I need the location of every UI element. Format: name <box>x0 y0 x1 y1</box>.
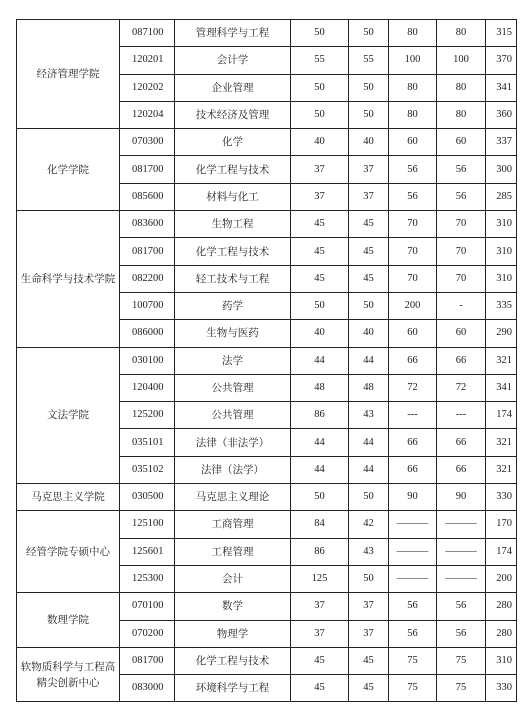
subject-one-score-cell: 66 <box>389 456 437 483</box>
subject-two-score-cell: 70 <box>437 211 486 238</box>
subject-one-score-cell: 60 <box>389 129 437 156</box>
subject-two-score-cell: 75 <box>437 675 486 702</box>
major-name-cell: 生物工程 <box>175 211 291 238</box>
subject-two-score-cell: 66 <box>437 429 486 456</box>
major-code-cell: 085600 <box>120 183 175 210</box>
subject-two-score-cell: 60 <box>437 129 486 156</box>
subject-one-score-cell: 56 <box>389 620 437 647</box>
total-score-cell: 341 <box>486 74 517 101</box>
subject-two-score-cell: 70 <box>437 265 486 292</box>
total-score-cell: 280 <box>486 620 517 647</box>
foreign-language-score-cell: 43 <box>349 402 389 429</box>
subject-two-score-cell: 72 <box>437 374 486 401</box>
politics-score-cell: 86 <box>291 538 349 565</box>
total-score-cell: 310 <box>486 647 517 674</box>
major-code-cell: 035102 <box>120 456 175 483</box>
foreign-language-score-cell: 50 <box>349 74 389 101</box>
total-score-cell: 315 <box>486 20 517 47</box>
foreign-language-score-cell: 40 <box>349 320 389 347</box>
total-score-cell: 321 <box>486 347 517 374</box>
subject-one-score-cell: 200 <box>389 292 437 319</box>
major-code-cell: 120202 <box>120 74 175 101</box>
major-name-cell: 会计 <box>175 565 291 592</box>
politics-score-cell: 44 <box>291 456 349 483</box>
major-code-cell: 081700 <box>120 156 175 183</box>
subject-two-score-cell: - <box>437 292 486 319</box>
politics-score-cell: 45 <box>291 211 349 238</box>
subject-one-score-cell: 56 <box>389 593 437 620</box>
total-score-cell: 310 <box>486 211 517 238</box>
major-code-cell: 087100 <box>120 20 175 47</box>
major-code-cell: 125300 <box>120 565 175 592</box>
major-name-cell: 工商管理 <box>175 511 291 538</box>
foreign-language-score-cell: 37 <box>349 183 389 210</box>
table-row <box>17 347 517 374</box>
major-code-cell: 081700 <box>120 647 175 674</box>
subject-two-score-cell: 70 <box>437 238 486 265</box>
total-score-cell: 335 <box>486 292 517 319</box>
subject-two-score-cell: 66 <box>437 456 486 483</box>
foreign-language-score-cell: 45 <box>349 675 389 702</box>
politics-score-cell: 45 <box>291 647 349 674</box>
politics-score-cell: 50 <box>291 101 349 128</box>
major-code-cell: 070300 <box>120 129 175 156</box>
major-name-cell: 公共管理 <box>175 402 291 429</box>
subject-two-score-cell: ——— <box>437 511 486 538</box>
subject-one-score-cell: 70 <box>389 211 437 238</box>
subject-two-score-cell: 80 <box>437 20 486 47</box>
politics-score-cell: 48 <box>291 374 349 401</box>
subject-one-score-cell: ——— <box>389 538 437 565</box>
school-name-cell: 马克思主义学院 <box>17 484 120 511</box>
major-code-cell: 125200 <box>120 402 175 429</box>
subject-two-score-cell: 56 <box>437 183 486 210</box>
major-code-cell: 120204 <box>120 101 175 128</box>
school-name-cell: 数理学院 <box>17 593 120 648</box>
foreign-language-score-cell: 40 <box>349 129 389 156</box>
subject-one-score-cell: 80 <box>389 20 437 47</box>
subject-one-score-cell: 56 <box>389 183 437 210</box>
subject-one-score-cell: ——— <box>389 565 437 592</box>
total-score-cell: 300 <box>486 156 517 183</box>
major-code-cell: 083600 <box>120 211 175 238</box>
subject-two-score-cell: 80 <box>437 74 486 101</box>
foreign-language-score-cell: 45 <box>349 265 389 292</box>
politics-score-cell: 125 <box>291 565 349 592</box>
subject-two-score-cell: 100 <box>437 47 486 74</box>
major-code-cell: 120400 <box>120 374 175 401</box>
total-score-cell: 200 <box>486 565 517 592</box>
subject-two-score-cell: 90 <box>437 484 486 511</box>
total-score-cell: 330 <box>486 484 517 511</box>
foreign-language-score-cell: 37 <box>349 620 389 647</box>
subject-one-score-cell: 80 <box>389 101 437 128</box>
major-name-cell: 化学工程与技术 <box>175 647 291 674</box>
subject-two-score-cell: ——— <box>437 538 486 565</box>
major-name-cell: 马克思主义理论 <box>175 484 291 511</box>
table-row <box>17 511 517 538</box>
major-name-cell: 技术经济及管理 <box>175 101 291 128</box>
major-name-cell: 化学工程与技术 <box>175 156 291 183</box>
total-score-cell: 330 <box>486 675 517 702</box>
table-row <box>17 484 517 511</box>
major-code-cell: 125100 <box>120 511 175 538</box>
major-code-cell: 070100 <box>120 593 175 620</box>
major-name-cell: 法律（法学） <box>175 456 291 483</box>
subject-one-score-cell: 56 <box>389 156 437 183</box>
total-score-cell: 341 <box>486 374 517 401</box>
politics-score-cell: 44 <box>291 429 349 456</box>
subject-two-score-cell: --- <box>437 402 486 429</box>
total-score-cell: 310 <box>486 238 517 265</box>
school-name-cell: 经管学院专硕中心 <box>17 511 120 593</box>
major-name-cell: 药学 <box>175 292 291 319</box>
major-code-cell: 070200 <box>120 620 175 647</box>
major-name-cell: 数学 <box>175 593 291 620</box>
total-score-cell: 280 <box>486 593 517 620</box>
politics-score-cell: 50 <box>291 20 349 47</box>
major-name-cell: 法学 <box>175 347 291 374</box>
school-name-cell: 文法学院 <box>17 347 120 483</box>
total-score-cell: 310 <box>486 265 517 292</box>
major-name-cell: 公共管理 <box>175 374 291 401</box>
major-name-cell: 物理学 <box>175 620 291 647</box>
foreign-language-score-cell: 44 <box>349 347 389 374</box>
major-name-cell: 材料与化工 <box>175 183 291 210</box>
foreign-language-score-cell: 50 <box>349 484 389 511</box>
table-row <box>17 211 517 238</box>
major-code-cell: 081700 <box>120 238 175 265</box>
total-score-cell: 170 <box>486 511 517 538</box>
politics-score-cell: 40 <box>291 129 349 156</box>
politics-score-cell: 37 <box>291 620 349 647</box>
foreign-language-score-cell: 45 <box>349 211 389 238</box>
total-score-cell: 321 <box>486 456 517 483</box>
subject-two-score-cell: 56 <box>437 593 486 620</box>
politics-score-cell: 50 <box>291 484 349 511</box>
foreign-language-score-cell: 50 <box>349 20 389 47</box>
major-code-cell: 082200 <box>120 265 175 292</box>
major-code-cell: 030100 <box>120 347 175 374</box>
major-code-cell: 120201 <box>120 47 175 74</box>
foreign-language-score-cell: 45 <box>349 647 389 674</box>
major-name-cell: 化学 <box>175 129 291 156</box>
table-row <box>17 20 517 47</box>
total-score-cell: 290 <box>486 320 517 347</box>
score-table <box>16 19 517 702</box>
politics-score-cell: 40 <box>291 320 349 347</box>
politics-score-cell: 50 <box>291 74 349 101</box>
politics-score-cell: 84 <box>291 511 349 538</box>
major-name-cell: 法律（非法学） <box>175 429 291 456</box>
politics-score-cell: 55 <box>291 47 349 74</box>
total-score-cell: 174 <box>486 538 517 565</box>
major-code-cell: 035101 <box>120 429 175 456</box>
subject-one-score-cell: 75 <box>389 647 437 674</box>
politics-score-cell: 45 <box>291 265 349 292</box>
foreign-language-score-cell: 37 <box>349 593 389 620</box>
foreign-language-score-cell: 48 <box>349 374 389 401</box>
foreign-language-score-cell: 45 <box>349 238 389 265</box>
table-row <box>17 129 517 156</box>
school-name-cell: 生命科学与技术学院 <box>17 211 120 347</box>
subject-one-score-cell: 80 <box>389 74 437 101</box>
politics-score-cell: 44 <box>291 347 349 374</box>
subject-one-score-cell: 75 <box>389 675 437 702</box>
politics-score-cell: 45 <box>291 675 349 702</box>
foreign-language-score-cell: 44 <box>349 456 389 483</box>
total-score-cell: 321 <box>486 429 517 456</box>
subject-two-score-cell: 66 <box>437 347 486 374</box>
major-name-cell: 企业管理 <box>175 74 291 101</box>
subject-two-score-cell: 60 <box>437 320 486 347</box>
major-name-cell: 管理科学与工程 <box>175 20 291 47</box>
subject-two-score-cell: 56 <box>437 620 486 647</box>
total-score-cell: 370 <box>486 47 517 74</box>
politics-score-cell: 50 <box>291 292 349 319</box>
subject-one-score-cell: ——— <box>389 511 437 538</box>
total-score-cell: 360 <box>486 101 517 128</box>
major-name-cell: 会计学 <box>175 47 291 74</box>
major-name-cell: 化学工程与技术 <box>175 238 291 265</box>
school-name-cell: 经济管理学院 <box>17 20 120 129</box>
politics-score-cell: 37 <box>291 183 349 210</box>
subject-two-score-cell: 75 <box>437 647 486 674</box>
foreign-language-score-cell: 43 <box>349 538 389 565</box>
subject-two-score-cell: 56 <box>437 156 486 183</box>
subject-one-score-cell: 70 <box>389 238 437 265</box>
politics-score-cell: 37 <box>291 593 349 620</box>
table-row <box>17 593 517 620</box>
subject-one-score-cell: 70 <box>389 265 437 292</box>
school-name-cell: 化学学院 <box>17 129 120 211</box>
major-code-cell: 086000 <box>120 320 175 347</box>
subject-one-score-cell: 66 <box>389 429 437 456</box>
foreign-language-score-cell: 37 <box>349 156 389 183</box>
foreign-language-score-cell: 50 <box>349 565 389 592</box>
major-code-cell: 100700 <box>120 292 175 319</box>
subject-one-score-cell: 60 <box>389 320 437 347</box>
subject-one-score-cell: 100 <box>389 47 437 74</box>
major-code-cell: 083000 <box>120 675 175 702</box>
politics-score-cell: 37 <box>291 156 349 183</box>
subject-one-score-cell: 90 <box>389 484 437 511</box>
total-score-cell: 174 <box>486 402 517 429</box>
subject-one-score-cell: 66 <box>389 347 437 374</box>
foreign-language-score-cell: 50 <box>349 292 389 319</box>
foreign-language-score-cell: 44 <box>349 429 389 456</box>
foreign-language-score-cell: 55 <box>349 47 389 74</box>
table-body <box>17 20 517 702</box>
foreign-language-score-cell: 42 <box>349 511 389 538</box>
foreign-language-score-cell: 50 <box>349 101 389 128</box>
major-code-cell: 030500 <box>120 484 175 511</box>
total-score-cell: 337 <box>486 129 517 156</box>
table-row <box>17 647 517 674</box>
major-name-cell: 工程管理 <box>175 538 291 565</box>
subject-two-score-cell: ——— <box>437 565 486 592</box>
politics-score-cell: 45 <box>291 238 349 265</box>
subject-one-score-cell: 72 <box>389 374 437 401</box>
politics-score-cell: 86 <box>291 402 349 429</box>
subject-one-score-cell: --- <box>389 402 437 429</box>
major-name-cell: 轻工技术与工程 <box>175 265 291 292</box>
subject-two-score-cell: 80 <box>437 101 486 128</box>
major-name-cell: 环境科学与工程 <box>175 675 291 702</box>
school-name-cell: 软物质科学与工程高精尖创新中心 <box>17 647 120 702</box>
total-score-cell: 285 <box>486 183 517 210</box>
major-code-cell: 125601 <box>120 538 175 565</box>
major-name-cell: 生物与医药 <box>175 320 291 347</box>
